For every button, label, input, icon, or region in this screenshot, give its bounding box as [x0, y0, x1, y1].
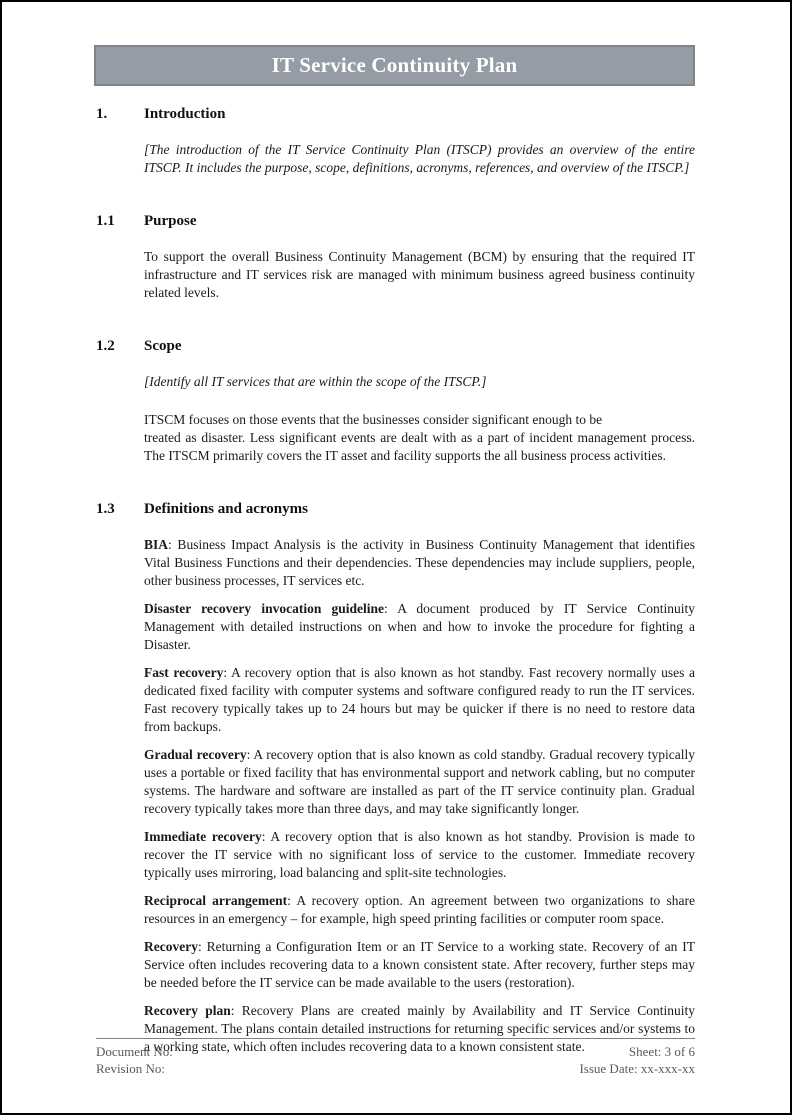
definition-paragraph-immediate-recovery [144, 828, 695, 882]
definition-term: Fast recovery [144, 665, 224, 680]
definition-paragraph-disaster-recovery-invocation-guideline [144, 600, 695, 654]
definition-paragraph-recovery [144, 938, 695, 992]
definition-paragraph-reciprocal-arrangement [144, 892, 695, 928]
section-heading-introduction [96, 106, 695, 123]
scope-body-paragraph [144, 411, 695, 465]
revision-no-label: Revision No: [96, 1061, 165, 1076]
section-heading-definitions [96, 501, 695, 518]
introduction-note-paragraph: [The introduction of the IT Service Continuity Plan (ITSCP) provides an overview of the entire ITSCP. It includes the purpose, scope, definitions, acronyms, references, and overview of the ITSCP.] [144, 142, 695, 175]
definition-text: : Business Impact Analysis is the activity in Business Continuity Management that identifies Vital Business Functions and their dependencies. These dependencies may include suppliers, people, other business processes, IT services etc. [144, 537, 695, 588]
definition-term: Reciprocal arrangement [144, 893, 288, 908]
section-title: Introduction [144, 106, 226, 122]
scope-body-line1: ITSCM focuses on those events that the businesses consider significant enough to be [144, 412, 603, 427]
definition-text: : Returning a Configuration Item or an IT Service to a working state. Recovery of an IT Service often includes recovering data to a known consistent state. After recovery, further steps may be needed before the IT service can be made available to the users (restoration). [144, 939, 695, 990]
section-number: 1.2 [96, 338, 115, 354]
definition-term: Gradual recovery [144, 747, 247, 762]
sheet-label: Sheet: 3 of 6 [628, 1044, 695, 1059]
document-body [2, 106, 790, 1056]
definition-paragraph-gradual-recovery [144, 746, 695, 818]
definition-text: : A recovery option that is also known as cold standby. Gradual recovery typically uses a portable or fixed facility that has environmental support and network cabling, but no computer systems. The hardware and software are installed as part of the IT service continuity plan. Gradual recovery typically takes more than three days, and may take significantly longer. [144, 747, 695, 816]
issue-date-label: Issue Date: xx-xxx-xx [579, 1061, 695, 1076]
scope-body-rest: treated as disaster. Less significant events are dealt with as a part of incident management process. The ITSCM primarily covers the IT asset and facility supports the all business process activities. [144, 430, 695, 463]
definition-paragraph-bia [144, 536, 695, 590]
footer-row-2 [96, 1060, 695, 1077]
definition-text: : A recovery option. An agreement between two organizations to share resources in an emergency – for example, high speed printing facilities or computer room space. [144, 893, 695, 926]
definition-text: : Recovery Plans are created mainly by Availability and IT Service Continuity Management. The plans contain detailed instructions for returning specific services and/or systems to a working state, which often includes recovering data to a known consistent state. [144, 1003, 695, 1054]
section-title: Definitions and acronyms [144, 501, 308, 517]
definition-text: : A recovery option that is also known as hot standby. Fast recovery normally uses a dedicated fixed facility with computer systems and software configured ready to run the IT services. Fast recovery typically takes up to 24 hours but may be quicker if there is no need to restore data from backups. [144, 665, 695, 734]
definition-term: Recovery [144, 939, 198, 954]
section-title: Scope [144, 338, 182, 354]
definition-term: Immediate recovery [144, 829, 262, 844]
document-title: IT Service Continuity Plan [271, 53, 518, 77]
section-number: 1.1 [96, 213, 115, 229]
scope-note-paragraph: [Identify all IT services that are within the scope of the ITSCP.] [144, 374, 487, 389]
section-number: 1. [96, 106, 108, 122]
title-banner [94, 45, 695, 86]
footer-row-1 [96, 1043, 695, 1060]
section-title: Purpose [144, 213, 197, 229]
purpose-paragraph: To support the overall Business Continuity Management (BCM) by ensuring that the required IT infrastructure and IT services risk are managed with minimum business agreed business continuity related levels. [144, 249, 695, 300]
document-no-label: Document No: [96, 1044, 173, 1059]
section-heading-scope [96, 338, 695, 355]
section-number: 1.3 [96, 501, 115, 517]
definition-term: Recovery plan [144, 1003, 231, 1018]
definition-term: BIA [144, 537, 169, 552]
definition-text: : A document produced by IT Service Continuity Management with detailed instructions on when and how to invoke the procedure for fighting a Disaster. [144, 601, 695, 652]
definition-term: Disaster recovery invocation guideline [144, 601, 385, 616]
definition-text: : A recovery option that is also known as hot standby. Provision is made to recover the IT service with no significant loss of service to the customer. Immediate recovery typically uses mirroring, load balancing and split-site technologies. [144, 829, 695, 880]
definition-paragraph-fast-recovery [144, 664, 695, 736]
section-heading-purpose [96, 213, 695, 230]
page-footer [96, 1038, 695, 1077]
